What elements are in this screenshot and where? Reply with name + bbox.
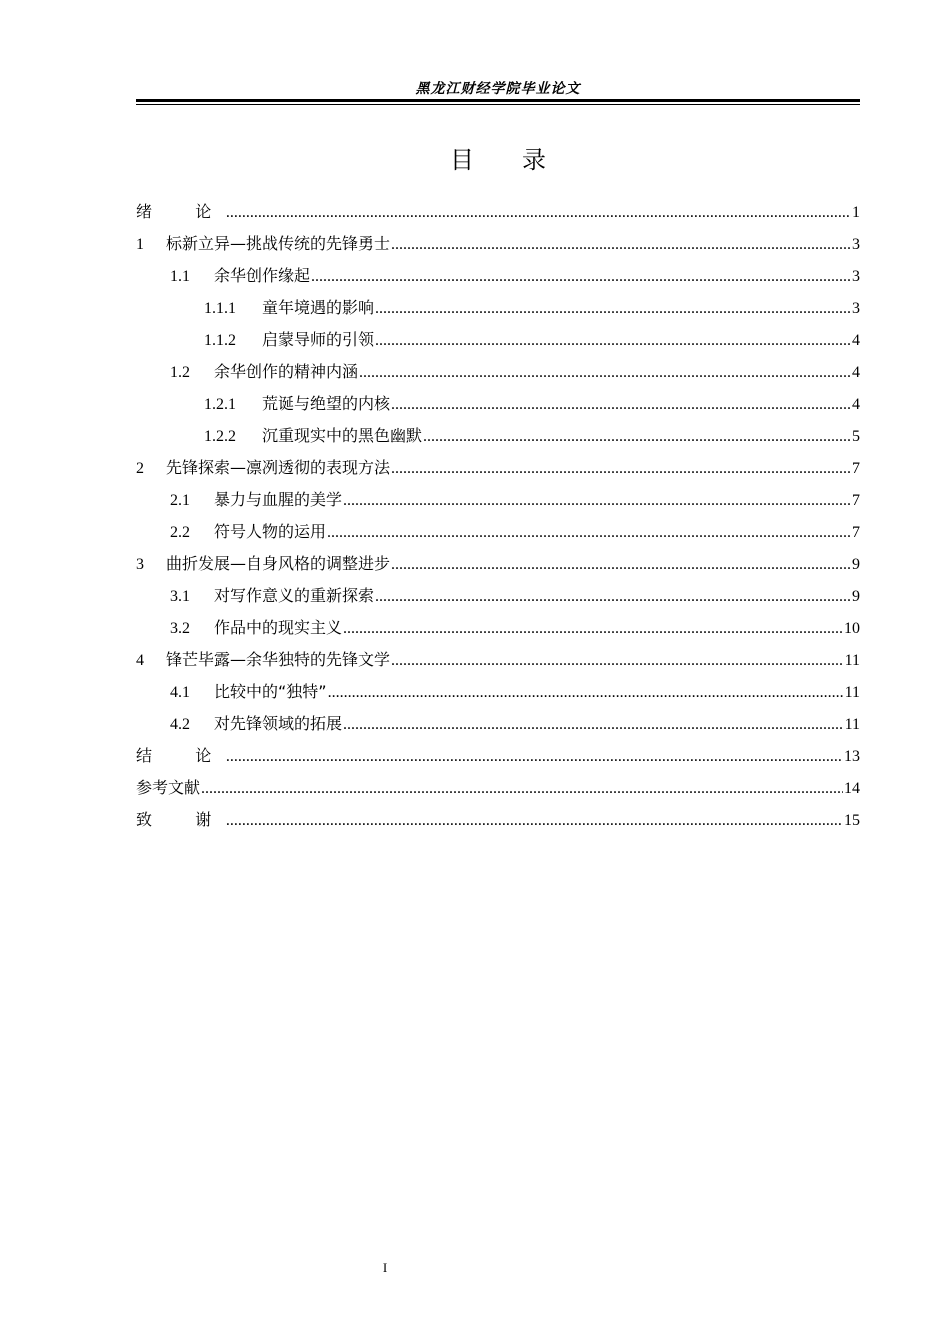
toc-leader bbox=[343, 711, 844, 739]
toc-entry-4-1[interactable] bbox=[136, 678, 860, 710]
toc-leader bbox=[423, 423, 851, 451]
toc-page-number: 13 bbox=[844, 748, 860, 765]
toc-entry-label: 余华创作的精神内涵 bbox=[214, 362, 359, 381]
toc-entry-number: 1.2.2 bbox=[204, 428, 236, 445]
toc-entry-label: 曲折发展—自身风格的调整进步 bbox=[166, 554, 391, 573]
toc-entry-label: 结 论 bbox=[136, 746, 225, 765]
toc-page-number: 7 bbox=[852, 524, 860, 541]
toc-entry-label: 暴力与血腥的美学 bbox=[214, 490, 343, 509]
toc-entry-number: 3.1 bbox=[170, 588, 190, 605]
toc-entry-label: 致 谢 bbox=[136, 810, 225, 829]
toc-entry-number: 2.1 bbox=[170, 492, 190, 509]
toc-entry-references[interactable] bbox=[136, 774, 860, 806]
toc-entry-2-1[interactable] bbox=[136, 486, 860, 518]
running-header: 黑龙江财经学院毕业论文 bbox=[415, 81, 581, 97]
toc-entry-number: 4 bbox=[136, 652, 144, 669]
toc-entry-label: 符号人物的运用 bbox=[214, 522, 327, 541]
toc-entry-label: 绪 论 bbox=[136, 202, 225, 221]
toc-page-number: 3 bbox=[852, 236, 860, 253]
toc-entry-4[interactable] bbox=[136, 646, 860, 678]
toc-entry-label: 先锋探索—凛冽透彻的表现方法 bbox=[166, 458, 391, 477]
toc-entry-number: 2 bbox=[136, 460, 144, 477]
toc-page-number: 9 bbox=[852, 588, 860, 605]
toc-entry-label: 荒诞与绝望的内核 bbox=[262, 394, 391, 413]
toc-entry-acknowledgements[interactable] bbox=[136, 806, 860, 838]
toc-entry-number: 1.1.2 bbox=[204, 332, 236, 349]
toc-page-number: 7 bbox=[852, 492, 860, 509]
toc-leader bbox=[391, 647, 844, 675]
toc-entry-1-1-1[interactable] bbox=[136, 294, 860, 326]
toc-entry-label: 对先锋领域的拓展 bbox=[214, 714, 343, 733]
toc-title: 目 录 bbox=[450, 146, 546, 174]
toc-leader bbox=[391, 231, 851, 259]
toc-entry-1-1-2[interactable] bbox=[136, 326, 860, 358]
toc-page-number: 14 bbox=[844, 780, 860, 797]
toc-page-number: 11 bbox=[844, 684, 860, 701]
toc-page-number: 4 bbox=[852, 364, 860, 381]
toc-leader bbox=[226, 743, 843, 771]
toc-leader bbox=[391, 455, 851, 483]
toc-entry-label: 标新立异—挑战传统的先锋勇士 bbox=[166, 234, 391, 253]
toc-page-number: 3 bbox=[852, 300, 860, 317]
toc-leader bbox=[328, 679, 844, 707]
toc-entry-label: 对写作意义的重新探索 bbox=[214, 586, 375, 605]
toc-entry-1-2-1[interactable] bbox=[136, 390, 860, 422]
toc-leader bbox=[327, 519, 851, 547]
toc-entry-1[interactable] bbox=[136, 230, 860, 262]
toc-entry-1-2[interactable] bbox=[136, 358, 860, 390]
toc-page-number: 11 bbox=[844, 652, 860, 669]
toc-leader bbox=[391, 391, 851, 419]
toc-leader bbox=[311, 263, 851, 291]
toc-entry-introduction[interactable] bbox=[136, 198, 860, 230]
header-rule-thick bbox=[136, 99, 860, 102]
toc-leader bbox=[375, 327, 851, 355]
toc-entry-label: 比较中的“独特” bbox=[214, 682, 327, 701]
toc-entry-1-2-2[interactable] bbox=[136, 422, 860, 454]
toc-page-number: 10 bbox=[844, 620, 860, 637]
toc-entry-3-2[interactable] bbox=[136, 614, 860, 646]
toc-page-number: 1 bbox=[852, 204, 860, 221]
page-number-footer: I bbox=[382, 1260, 388, 1275]
toc-entry-number: 3.2 bbox=[170, 620, 190, 637]
toc-entry-number: 2.2 bbox=[170, 524, 190, 541]
toc-entry-4-2[interactable] bbox=[136, 710, 860, 742]
toc-entry-label: 锋芒毕露—余华独特的先锋文学 bbox=[166, 650, 391, 669]
toc-page-number: 5 bbox=[852, 428, 860, 445]
toc-leader bbox=[201, 775, 843, 803]
toc-leader bbox=[343, 487, 851, 515]
toc-leader bbox=[375, 583, 851, 611]
toc-leader bbox=[375, 295, 851, 323]
toc-leader bbox=[391, 551, 851, 579]
toc-entry-label: 沉重现实中的黑色幽默 bbox=[262, 426, 423, 445]
toc-page-number: 15 bbox=[844, 812, 860, 829]
toc-page-number: 4 bbox=[852, 332, 860, 349]
toc-leader bbox=[343, 615, 843, 643]
table-of-contents bbox=[136, 198, 860, 838]
toc-entry-1-1[interactable] bbox=[136, 262, 860, 294]
toc-entry-2[interactable] bbox=[136, 454, 860, 486]
toc-entry-label: 启蒙导师的引领 bbox=[262, 330, 375, 349]
toc-page-number: 9 bbox=[852, 556, 860, 573]
toc-entry-label: 参考文献 bbox=[136, 778, 201, 797]
toc-entry-label: 童年境遇的影响 bbox=[262, 298, 375, 317]
toc-entry-number: 1 bbox=[136, 236, 144, 253]
toc-entry-3-1[interactable] bbox=[136, 582, 860, 614]
toc-entry-conclusion[interactable] bbox=[136, 742, 860, 774]
header-rule-thin bbox=[136, 104, 860, 105]
toc-entry-3[interactable] bbox=[136, 550, 860, 582]
toc-page-number: 11 bbox=[844, 716, 860, 733]
toc-entry-label: 余华创作缘起 bbox=[214, 266, 311, 285]
toc-entry-number: 1.1.1 bbox=[204, 300, 236, 317]
toc-entry-number: 4.2 bbox=[170, 716, 190, 733]
toc-entry-number: 1.2 bbox=[170, 364, 190, 381]
toc-leader bbox=[359, 359, 851, 387]
toc-entry-number: 4.1 bbox=[170, 684, 190, 701]
toc-entry-2-2[interactable] bbox=[136, 518, 860, 550]
toc-page-number: 4 bbox=[852, 396, 860, 413]
toc-entry-label: 作品中的现实主义 bbox=[214, 618, 343, 637]
toc-entry-number: 3 bbox=[136, 556, 144, 573]
toc-page-number: 3 bbox=[852, 268, 860, 285]
toc-page-number: 7 bbox=[852, 460, 860, 477]
toc-entry-number: 1.2.1 bbox=[204, 396, 236, 413]
toc-leader bbox=[226, 199, 851, 227]
toc-entry-number: 1.1 bbox=[170, 268, 190, 285]
toc-leader bbox=[226, 807, 843, 835]
